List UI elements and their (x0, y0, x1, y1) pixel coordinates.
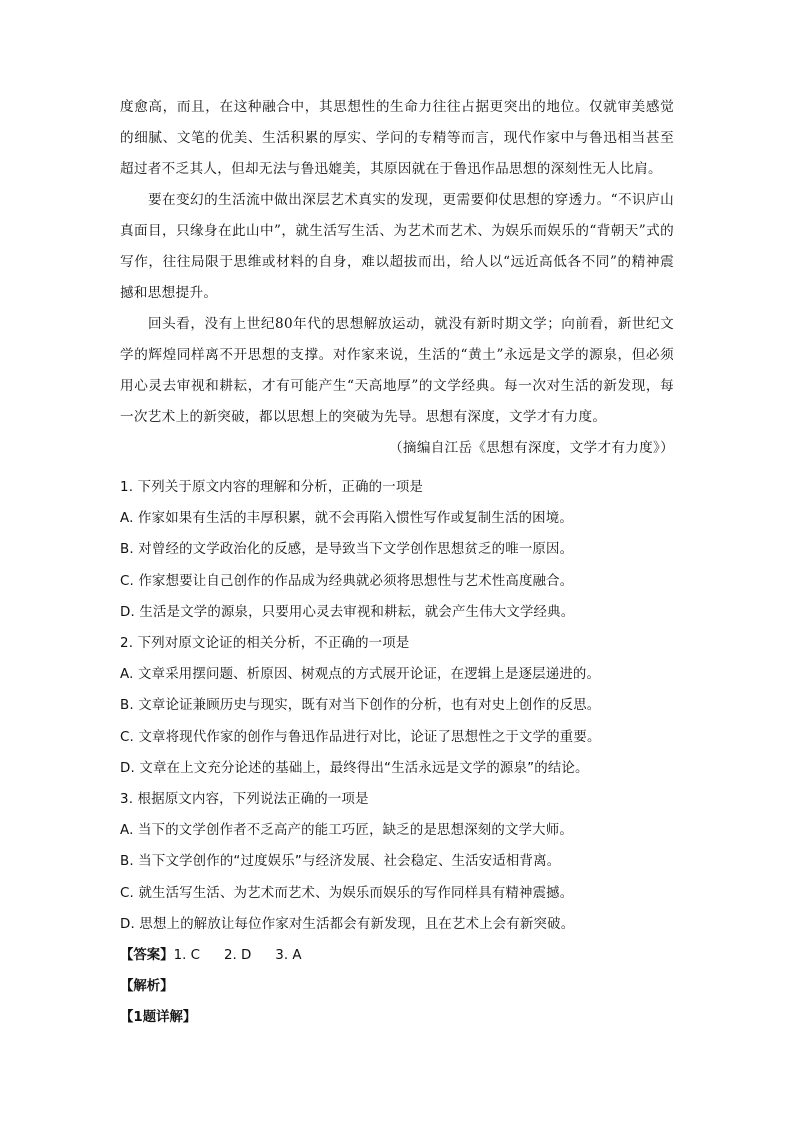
question-stem: 3. 根据原文内容，下列说法正确的一项是 (120, 792, 369, 808)
option-d: D. 生活是文学的源泉，只要用心灵去审视和耕耘，就会产生伟大文学经典。 (120, 604, 575, 620)
passage-paragraph-1: 度愈高，而且，在这种融合中，其思想性的生命力往往占据更突出的地位。仅就审美感觉的细腻、文笔的优美、生活积累的厚实、学问的专精等而言，现代作家中与鲁迅相当甚至超过者不乏其人，但却无法与鲁迅媲美，其原因就在于鲁迅作品思想的深刻性无人比肩。 (120, 99, 674, 177)
option-b: B. 当下文学创作的“过度娱乐”与经济发展、社会稳定、生活安适相背离。 (120, 854, 561, 870)
question-stem: 1. 下列关于原文内容的理解和分析，正确的一项是 (120, 480, 424, 495)
answer-row (120, 940, 674, 971)
question-stem: 2. 下列对原文论证的相关分析，不正确的一项是 (120, 636, 410, 652)
question-3 (120, 784, 674, 940)
passage-paragraph-2: 要在变幻的生活流中做出深层艺术真实的发现，更需要仰仗思想的穿透力。“不识庐山真面目，只缘身在此山中”，就生活写生活、为艺术而艺术、为娱乐而娱乐的“背朝天”式的写作，往往局限于思维或材料的自身，难以超拔而出，给人以“远近高低各不同”的精神震撼和思想提升。 (120, 192, 674, 301)
option-c: C. 作家想要让自己创作的作品成为经典就必须将思想性与艺术性高度融合。 (120, 573, 574, 589)
option-d: D. 文章在上文充分论述的基础上，最终得出“生活永远是文学的源泉”的结论。 (120, 760, 589, 776)
analysis-label: 【解析】 (120, 979, 174, 995)
option-c: C. 文章将现代作家的创作与鲁迅作品进行对比，论证了思想性之于文学的重要。 (120, 729, 601, 745)
option-a: A. 文章采用摆问题、析原因、树观点的方式展开论证，在逻辑上是逐层递进的。 (120, 667, 601, 683)
analysis-row (120, 971, 674, 1002)
answer-label: 【答案】 (120, 948, 174, 964)
question-1 (120, 472, 674, 628)
option-d: D. 思想上的解放让每位作家对生活都会有新发现，且在艺术上会有新突破。 (120, 916, 575, 932)
question-2 (120, 628, 674, 784)
document-page (120, 92, 674, 1034)
detail-label: 【1题详解】 (120, 1010, 197, 1026)
option-b: B. 文章论证兼顾历史与现实，既有对当下创作的分析，也有对史上创作的反思。 (120, 698, 601, 714)
answer-item-1: 1. C (173, 948, 200, 964)
option-b: B. 对曾经的文学政治化的反感，是导致当下文学创作思想贫乏的唯一原因。 (120, 542, 574, 558)
answer-item-2: 2. D (223, 948, 252, 964)
option-a: A. 当下的文学创作者不乏高产的能工巧匠，缺乏的是思想深刻的文学大师。 (120, 823, 573, 839)
passage-attribution: （摘编自江岳《思想有深度，文学才有力度》） (389, 440, 674, 456)
answer-item-3: 3. A (275, 948, 302, 964)
option-a: A. 作家如果有生活的丰厚积累，就不会再陷入惯性写作或复制生活的困境。 (120, 511, 573, 527)
passage-paragraph-3: 回头看，没有上世纪80年代的思想解放运动，就没有新时期文学；向前看，新世纪文学的辉煌同样离不开思想的支撑。对作家来说，生活的“黄土”永远是文学的源泉，但必须用心灵去审视和耕耘，才有可能产生“天高地厚”的文学经典。每一次对生活的新发现，每一次艺术上的新突破，都以思想上的突破为先导。思想有深度，文学才有力度。 (120, 316, 674, 425)
detail-row (120, 1002, 674, 1033)
option-c: C. 就生活写生活、为艺术而艺术、为娱乐而娱乐的写作同样具有精神震撼。 (120, 885, 574, 901)
